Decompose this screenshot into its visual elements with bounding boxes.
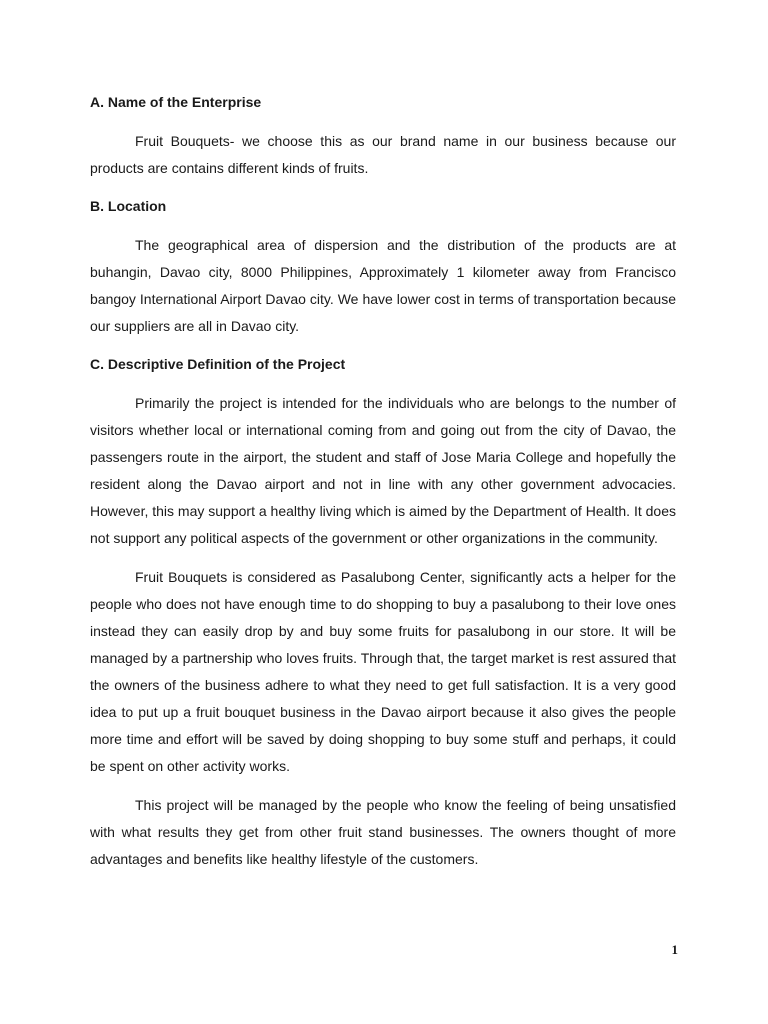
paragraph-enterprise-name: Fruit Bouquets- we choose this as our brand name in our business because our products are contains different kinds of fruits. [90, 133, 676, 176]
paragraph-project-management: This project will be managed by the people who know the feeling of being unsatisfied with what results they get from other fruit stand businesses. The owners thought of more advantages and benefits like healthy lifestyle of the customers. [90, 797, 676, 867]
document-body [90, 92, 676, 873]
section-heading-project-definition: C. Descriptive Definition of the Project [90, 356, 346, 372]
section-heading-enterprise-name: A. Name of the Enterprise [90, 94, 262, 110]
paragraph-pasalubong-center: Fruit Bouquets is considered as Pasalubong Center, significantly acts a helper for the people who does not have enough time to do shopping to buy a pasalubong to their love ones instead they can easily drop by and buy some fruits for pasalubong in our store. It will be managed by a partnership who loves fruits. Through that, the target market is rest assured that the owners of the business adhere to what they need to get full satisfaction. It is a very good idea to put up a fruit bouquet business in the Davao airport because it also gives the people more time and effort will be saved by doing shopping to buy some stuff and perhaps, it could be spent on other activity works. [90, 569, 676, 774]
section-heading-location: B. Location [90, 198, 167, 214]
paragraph-location: The geographical area of dispersion and the distribution of the products are at buhangin, Davao city, 8000 Philippines, Approximately 1 kilometer away from Francisco bangoy International Airport Davao city. We have lower cost in terms of transportation because our suppliers are all in Davao city. [90, 237, 676, 334]
page-number: 1 [671, 942, 678, 957]
paragraph-project-intent: Primarily the project is intended for the individuals who are belongs to the number of visitors whether local or international coming from and going out from the city of Davao, the passengers route in the airport, the student and staff of Jose Maria College and hopefully the resident along the Davao airport and not in line with any other government advocacies. However, this may support a healthy living which is aimed by the Department of Health. It does not support any political aspects of the government or other organizations in the community. [90, 395, 676, 546]
